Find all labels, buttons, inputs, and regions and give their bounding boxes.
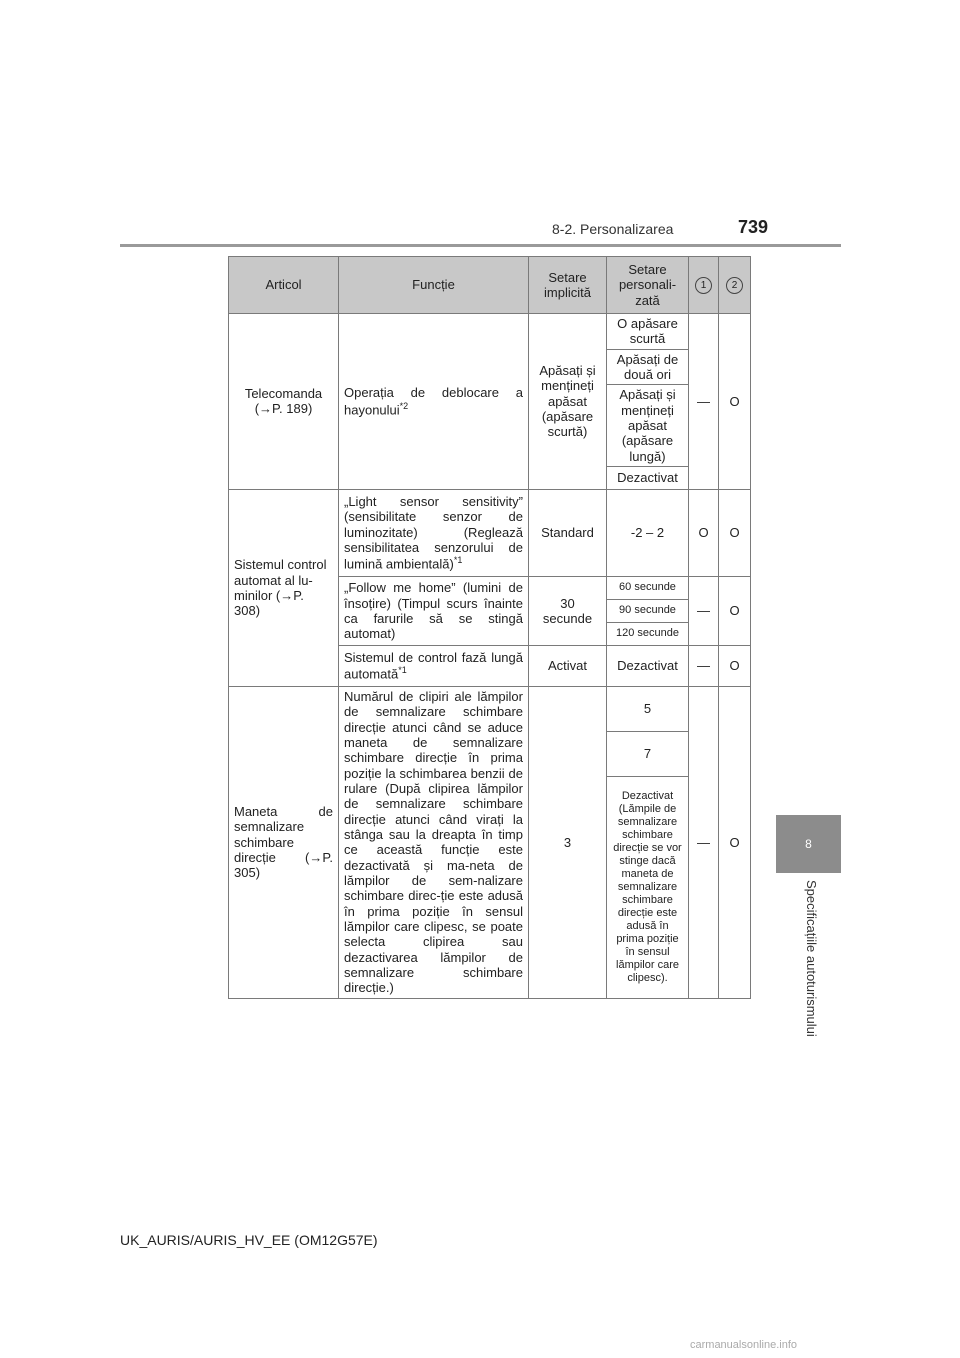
- col-header-function: Funcție: [339, 257, 529, 314]
- circled-1-icon: 1: [695, 277, 712, 294]
- default-cell: 3: [529, 686, 607, 998]
- method1-cell: —: [689, 686, 719, 998]
- custom-cell: 90 secunde: [607, 599, 689, 622]
- custom-cell: 7: [607, 731, 689, 776]
- method1-cell: —: [689, 314, 719, 490]
- method2-cell: O: [719, 686, 751, 998]
- custom-cell: O apăsare scurtă: [607, 314, 689, 350]
- table-row: [229, 489, 751, 576]
- method2-cell: O: [719, 489, 751, 576]
- function-cell: Sistemul de control fază lungă automată$^{*1}$: [339, 645, 529, 686]
- item-cell: Sistemul control automat al lu-minilor (→P. 308): [229, 489, 339, 686]
- custom-cell: Apăsați și mențineți apăsat (apăsare lungă): [607, 385, 689, 467]
- function-cell: „Light sensor sensitivity” (sensibilitate senzor de luminozitate) (Reglează sensibilitatea senzorului de lumină ambientală)$^{*1}$: [339, 489, 529, 576]
- method2-cell: O: [719, 576, 751, 645]
- default-cell: Standard: [529, 489, 607, 576]
- col-header-custom: Setare personali-zată: [607, 257, 689, 314]
- custom-cell: Dezactivat: [607, 645, 689, 686]
- header-divider: [120, 244, 841, 247]
- col-header-method-1: [689, 257, 719, 314]
- custom-cell: 120 secunde: [607, 622, 689, 645]
- function-cell: „Follow me home” (lumini de însoțire) (Timpul scurs înainte ca farurile să se stingă automat): [339, 576, 529, 645]
- custom-cell: -2 – 2: [607, 489, 689, 576]
- document-code: UK_AURIS/AURIS_HV_EE (OM12G57E): [120, 1232, 378, 1248]
- chapter-label: Specificațiile autoturismului: [804, 880, 819, 1037]
- method1-cell: O: [689, 489, 719, 576]
- circled-2-icon: 2: [726, 277, 743, 294]
- table-header-row: [229, 257, 751, 314]
- item-cell: Maneta de semnalizare schimbare direcție (→P. 305): [229, 686, 339, 998]
- col-header-default: Setare implicită: [529, 257, 607, 314]
- custom-cell: Dezactivat: [607, 466, 689, 489]
- table-row: [229, 314, 751, 350]
- custom-cell: 60 secunde: [607, 576, 689, 599]
- function-cell: Numărul de clipiri ale lămpilor de semnalizare schimbare direcție atunci când se aduce maneta de semnalizare schimbare direcție în prima poziție la schimbarea benzii de rulare (După clipirea lămpilor de semnalizare schimbare direcție atunci când virați la stânga sau la dreapta în timp ce această funcție este dezactivată și ma-neta de lămpilor de sem-nalizare schimbare direc-ție este adusă în prima poziție în sensul lămpilor care clipesc, se poate selecta clipirea sau dezactivarea lămpilor de semnalizare schimbare direcție.): [339, 686, 529, 998]
- customization-table: [228, 256, 751, 999]
- table-row: [229, 686, 751, 731]
- chapter-tab[interactable]: [776, 815, 841, 873]
- method1-cell: —: [689, 645, 719, 686]
- function-cell: Operația de deblocare a hayonului$^{*2}$: [339, 314, 529, 490]
- section-title: 8-2. Personalizarea: [552, 221, 674, 237]
- default-cell: Activat: [529, 645, 607, 686]
- chapter-number: 8: [805, 837, 812, 851]
- custom-cell: Dezactivat (Lămpile de semnalizare schimbare direcție se vor stinge dacă maneta de semnalizare schimbare direcție este adusă în prima poziție în sensul lămpilor care clipesc).: [607, 776, 689, 998]
- custom-cell: 5: [607, 686, 689, 731]
- watermark[interactable]: carmanualsonline.info: [690, 1339, 798, 1351]
- col-header-method-2: [719, 257, 751, 314]
- custom-cell: Apăsați de două ori: [607, 349, 689, 385]
- default-cell: 30 secunde: [529, 576, 607, 645]
- method1-cell: —: [689, 576, 719, 645]
- method2-cell: O: [719, 314, 751, 490]
- page-number: 739: [738, 217, 769, 237]
- method2-cell: O: [719, 645, 751, 686]
- item-cell: Telecomanda (→P. 189): [229, 314, 339, 490]
- col-header-item: Articol: [229, 257, 339, 314]
- default-cell: Apăsați și mențineți apăsat (apăsare scurtă): [529, 314, 607, 490]
